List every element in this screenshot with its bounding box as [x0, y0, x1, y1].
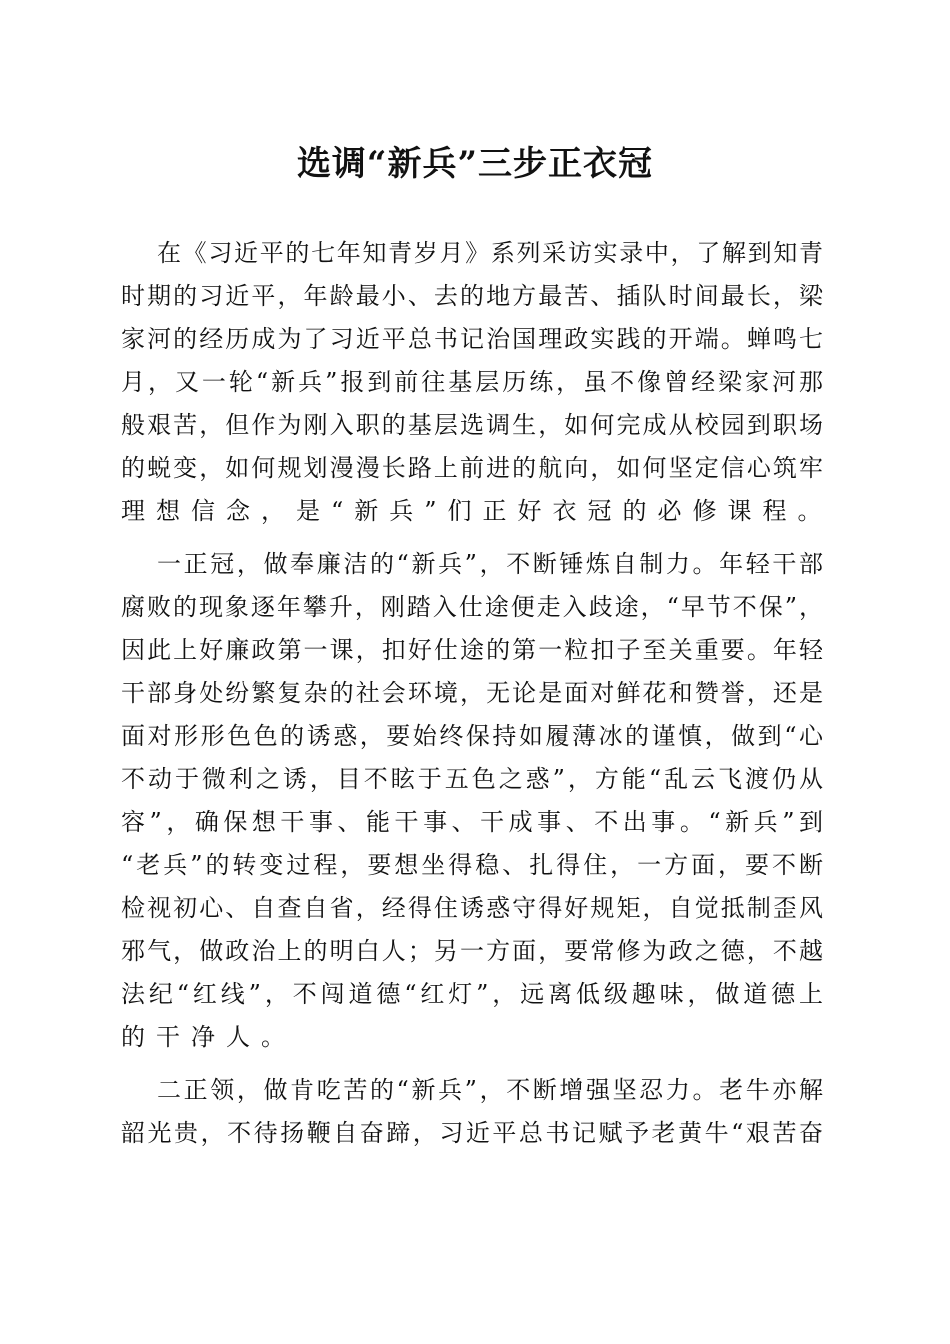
text-line: 因此上好廉政第一课，扣好仕途的第一粒扣子至关重要。年轻	[121, 636, 823, 664]
text-line: 在《习近平的七年知青岁月》系列采访实录中，了解到知青	[157, 239, 823, 267]
paragraph-gap	[121, 1059, 823, 1069]
text-line: 家河的经历成为了习近平总书记治国理政实践的开端。蝉鸣七	[121, 325, 823, 353]
text-line: 理想信念，是“新兵”们正好衣冠的必修课程。	[121, 497, 833, 525]
text-line: 邪气，做政治上的明白人；另一方面，要常修为政之德，不越	[121, 937, 823, 965]
document-title: 选调“新兵”三步正衣冠	[296, 144, 654, 184]
text-line: 般艰苦，但作为刚入职的基层选调生，如何完成从校园到职场	[121, 411, 823, 439]
paragraph	[121, 232, 833, 533]
paragraph	[121, 1069, 823, 1155]
text-line: 不动于微利之诱，目不眩于五色之惑”，方能“乱云飞渡仍从	[121, 765, 823, 793]
text-line: 法纪“红线”，不闯道德“红灯”，远离低级趣味，做道德上	[121, 980, 823, 1008]
text-line: 一正冠，做奉廉洁的“新兵”，不断锤炼自制力。年轻干部	[157, 550, 823, 578]
document-body	[121, 232, 833, 1155]
text-line: 容”，确保想干事、能干事、干成事、不出事。“新兵”到	[121, 808, 823, 836]
text-line: 面对形形色色的诱惑，要始终保持如履薄冰的谨慎，做到“心	[121, 722, 823, 750]
text-line: 二正领，做肯吃苦的“新兵”，不断增强坚忍力。老牛亦解	[157, 1076, 823, 1104]
paragraph-gap	[121, 533, 823, 543]
text-line: 检视初心、自查自省，经得住诱惑守得好规矩，自觉抵制歪风	[121, 894, 823, 922]
paragraph	[121, 543, 823, 1059]
text-line: 的干净人。	[121, 1023, 296, 1051]
text-line: “老兵”的转变过程，要想坐得稳、扎得住，一方面，要不断	[121, 851, 823, 879]
text-line: 时期的习近平，年龄最小、去的地方最苦、插队时间最长，梁	[121, 282, 823, 310]
text-line: 腐败的现象逐年攀升，刚踏入仕途便走入歧途，“早节不保”，	[121, 593, 823, 621]
text-line: 的蜕变，如何规划漫漫长路上前进的航向，如何坚定信心筑牢	[121, 454, 823, 482]
text-line: 月，又一轮“新兵”报到前往基层历练，虽不像曾经梁家河那	[121, 368, 823, 396]
text-line: 韶光贵，不待扬鞭自奋蹄，习近平总书记赋予老黄牛“艰苦奋	[121, 1119, 823, 1147]
text-line: 干部身处纷繁复杂的社会环境，无论是面对鲜花和赞誉，还是	[121, 679, 823, 707]
